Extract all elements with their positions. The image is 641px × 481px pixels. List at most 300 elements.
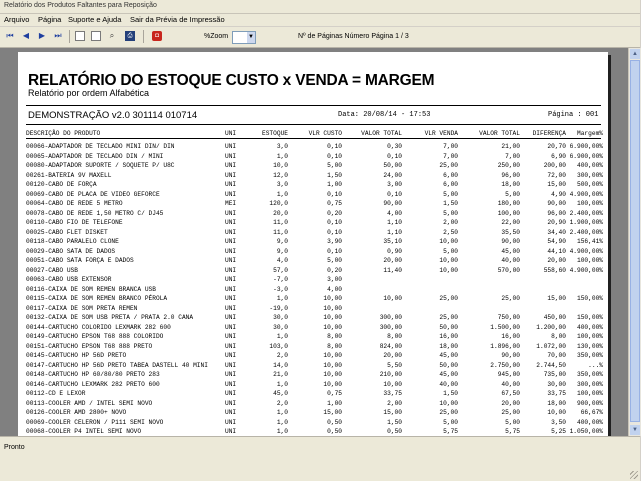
col-diferenca: DIFERENÇA bbox=[532, 130, 566, 137]
cell-valor-total-custo: 20,00 bbox=[383, 257, 402, 264]
cell-diferenca: 15,00 bbox=[547, 295, 566, 302]
cell-uni: UNI bbox=[225, 238, 237, 245]
menu-sair-previa[interactable]: Sair da Prévia de Impressão bbox=[130, 15, 225, 24]
cell-vlr-custo: 3,90 bbox=[327, 238, 342, 245]
cell-valor-total-custo: 2,00 bbox=[387, 399, 402, 407]
cell-valor-total-venda: 945,00 bbox=[497, 371, 520, 378]
cell-valor-total-custo: 90,00 bbox=[383, 200, 402, 207]
cell-valor-total-venda: 2.750,00 bbox=[490, 361, 520, 369]
cell-uni: UNI bbox=[225, 418, 237, 426]
report-page-number: Página : 001 bbox=[548, 111, 599, 119]
cell-uni: UNI bbox=[225, 276, 237, 283]
cell-uni: UNI bbox=[225, 190, 237, 198]
cell-uni: UNI bbox=[225, 257, 237, 264]
cell-estoque: 1,0 bbox=[276, 380, 288, 388]
cell-uni: UNI bbox=[225, 295, 237, 302]
cell-valor-total-custo: 1,10 bbox=[387, 228, 402, 236]
cell-estoque: 45,0 bbox=[273, 390, 288, 397]
cell-vlr-venda: 10,00 bbox=[439, 257, 458, 264]
cell-valor-total-custo: 8,00 bbox=[387, 333, 402, 340]
cell-vlr-custo: 4,00 bbox=[327, 285, 342, 293]
cell-estoque: 11,0 bbox=[273, 219, 288, 226]
cell-diferenca: 200,00 bbox=[543, 162, 566, 169]
cell-descricao: 00132-CAIXA DE SOM USB PRETA / PRATA 2.0 CANA bbox=[26, 314, 194, 321]
toolbar-separator bbox=[143, 30, 144, 43]
cell-estoque: 1,0 bbox=[276, 428, 288, 435]
cell-estoque: 2,0 bbox=[276, 399, 288, 407]
cell-margem: 100,00% bbox=[577, 200, 603, 207]
cell-diferenca: 1.200,00 bbox=[536, 323, 566, 331]
cell-margem: 6.900,00% bbox=[569, 152, 603, 160]
cell-estoque: 57,0 bbox=[273, 266, 288, 274]
cell-vlr-custo: 0,20 bbox=[327, 266, 342, 274]
cell-margem: 4.900,00% bbox=[569, 266, 603, 274]
col-valor-total-venda: VALOR TOTAL bbox=[479, 130, 520, 137]
cell-vlr-custo: 0,50 bbox=[327, 428, 342, 435]
cell-valor-total-custo: 10,00 bbox=[383, 295, 402, 302]
cell-valor-total-custo: 20,00 bbox=[383, 352, 402, 359]
cell-vlr-venda: 16,00 bbox=[439, 333, 458, 340]
cell-valor-total-venda: 750,00 bbox=[497, 314, 520, 321]
cell-vlr-venda: 1,50 bbox=[443, 200, 458, 207]
cell-vlr-custo: 1,00 bbox=[327, 399, 342, 407]
cell-vlr-custo: 0,10 bbox=[327, 247, 342, 255]
cell-descricao: 00025-CABO FLET DISKET bbox=[26, 228, 108, 236]
cell-vlr-custo: 0,10 bbox=[327, 143, 342, 150]
cell-valor-total-venda: 100,00 bbox=[497, 209, 520, 217]
cell-valor-total-venda: 25,00 bbox=[501, 295, 520, 302]
col-estoque: ESTOQUE bbox=[262, 130, 288, 137]
chevron-down-icon[interactable]: ▼ bbox=[247, 32, 255, 43]
cell-uni: UNI bbox=[225, 390, 237, 397]
cell-valor-total-venda: 5,00 bbox=[505, 190, 520, 198]
cell-estoque: 11,0 bbox=[273, 228, 288, 236]
cell-diferenca: 20,70 bbox=[547, 143, 566, 150]
cell-vlr-custo: 10,00 bbox=[323, 295, 342, 302]
cell-valor-total-venda: 40,00 bbox=[501, 380, 520, 388]
cell-valor-total-venda: 5,75 bbox=[505, 428, 520, 435]
report-subtitle: Relatório por ordem Alfabética bbox=[28, 88, 150, 98]
cell-margem: 2.400,00% bbox=[569, 209, 603, 217]
cell-estoque: 1,0 bbox=[276, 418, 288, 426]
cell-descricao: 00066-ADAPTADOR DE TECLADO MINI DIN/ DIN bbox=[26, 143, 175, 150]
cell-diferenca: 6,90 bbox=[551, 152, 566, 160]
toolbar bbox=[0, 27, 640, 48]
close-preview-icon[interactable]: ◘ bbox=[152, 31, 162, 41]
col-margem: Margem% bbox=[577, 130, 603, 137]
cell-descricao: 00112-CD E LEXOR bbox=[26, 390, 86, 397]
cell-estoque: 9,0 bbox=[276, 238, 288, 245]
cell-descricao: 00069-CABO DE PLACA DE VIDEO GEFORCE bbox=[26, 190, 160, 198]
cell-uni: UNI bbox=[225, 352, 237, 359]
cell-vlr-venda: 10,00 bbox=[439, 266, 458, 274]
cell-valor-total-venda: 90,00 bbox=[501, 238, 520, 245]
cell-margem: ...% bbox=[588, 361, 603, 369]
cell-valor-total-venda: 180,00 bbox=[497, 200, 520, 207]
cell-vlr-custo: 10,00 bbox=[323, 380, 342, 388]
scroll-down-icon[interactable]: ▼ bbox=[630, 425, 640, 435]
cell-vlr-custo: 0,10 bbox=[327, 190, 342, 198]
cell-descricao: 00065-ADAPTADOR DE TECLADO DIN / MINI bbox=[26, 152, 164, 160]
cell-vlr-venda: 5,00 bbox=[443, 209, 458, 217]
cell-margem: 150,00% bbox=[577, 295, 603, 302]
cell-vlr-venda: 5,00 bbox=[443, 247, 458, 255]
divider bbox=[26, 105, 601, 106]
cell-diferenca: 10,00 bbox=[547, 409, 566, 416]
print-icon[interactable]: ⎙ bbox=[125, 31, 135, 41]
cell-vlr-custo: 15,00 bbox=[323, 409, 342, 416]
col-descricao: DESCRIÇÃO DO PRODUTO bbox=[26, 130, 101, 137]
cell-margem: 66,67% bbox=[580, 409, 603, 416]
menu-pagina[interactable]: Página bbox=[38, 15, 62, 24]
cell-uni: UNI bbox=[225, 380, 237, 388]
cell-estoque: 3,0 bbox=[276, 143, 288, 150]
cell-uni: UNI bbox=[225, 152, 237, 160]
cell-uni: UNI bbox=[225, 219, 237, 226]
cell-vlr-venda: 7,00 bbox=[443, 143, 458, 150]
cell-valor-total-venda: 570,00 bbox=[497, 266, 520, 274]
cell-valor-total-venda: 45,00 bbox=[501, 247, 520, 255]
cell-valor-total-venda: 25,00 bbox=[501, 409, 520, 416]
cell-descricao: 00120-CABO DE FORÇA bbox=[26, 181, 97, 188]
cell-valor-total-venda: 1.500,00 bbox=[490, 323, 520, 331]
cell-margem: 4.900,00% bbox=[569, 190, 603, 198]
cell-estoque: -7,0 bbox=[273, 276, 288, 283]
menu-bar bbox=[0, 14, 640, 26]
cell-valor-total-venda: 67,50 bbox=[501, 390, 520, 397]
cell-margem: 1.900,00% bbox=[569, 219, 603, 226]
cell-diferenca: 20,00 bbox=[547, 257, 566, 264]
cell-descricao: 00064-CABO DE REDE 5 METRO bbox=[26, 200, 123, 207]
cell-valor-total-venda: 22,00 bbox=[501, 219, 520, 226]
demo-version: DEMONSTRAÇÃO v2.0 301114 010714 bbox=[28, 110, 198, 121]
cell-descricao: 00144-CARTUCHO COLORIDO LEXMARK 282 600 bbox=[26, 323, 171, 331]
cell-vlr-custo: 10,00 bbox=[323, 314, 342, 321]
cell-uni: UNI bbox=[225, 171, 237, 179]
cell-estoque: 30,0 bbox=[273, 314, 288, 321]
divider bbox=[26, 138, 601, 139]
cell-valor-total-custo: 11,40 bbox=[383, 266, 402, 274]
cell-vlr-venda: 10,00 bbox=[439, 399, 458, 407]
menu-suporte-ajuda[interactable]: Suporte e Ajuda bbox=[68, 15, 122, 24]
multi-page-view-icon[interactable] bbox=[91, 31, 101, 41]
cell-vlr-venda: 1,50 bbox=[443, 390, 458, 397]
cell-vlr-custo: 0,10 bbox=[327, 228, 342, 236]
cell-descricao: 00145-CARTUCHO HP 56D PRETO bbox=[26, 352, 127, 359]
cell-descricao: 00118-CABO PARALELO CLONE bbox=[26, 238, 119, 245]
cell-diferenca: 33,75 bbox=[547, 390, 566, 397]
cell-valor-total-venda: 5,00 bbox=[505, 418, 520, 426]
cell-vlr-custo: 1,50 bbox=[327, 171, 342, 179]
cell-estoque: 10,0 bbox=[273, 162, 288, 169]
cell-uni: UNI bbox=[225, 371, 237, 378]
cell-valor-total-venda: 20,00 bbox=[501, 399, 520, 407]
cell-estoque: 20,0 bbox=[273, 209, 288, 217]
cell-vlr-venda: 50,00 bbox=[439, 323, 458, 331]
cell-margem: 500,00% bbox=[577, 181, 603, 188]
cell-vlr-venda: 10,00 bbox=[439, 238, 458, 245]
cell-descricao: 00151-CARTUCHO EPSON T68 888 PRETO bbox=[26, 342, 153, 350]
next-page-icon[interactable]: ▶ bbox=[38, 31, 46, 40]
toolbar-separator bbox=[69, 30, 70, 43]
cell-vlr-custo: 8,00 bbox=[327, 342, 342, 350]
page-count-info: Nº de Páginas Número Página 1 / 3 bbox=[298, 33, 409, 40]
cell-uni: UNI bbox=[225, 333, 237, 340]
cell-valor-total-custo: 0,90 bbox=[387, 247, 402, 255]
cell-valor-total-venda: 18,00 bbox=[501, 181, 520, 188]
cell-vlr-custo: 10,00 bbox=[323, 352, 342, 359]
cell-uni: MEI bbox=[225, 200, 237, 207]
cell-diferenca: 20,90 bbox=[547, 219, 566, 226]
report-title: RELATÓRIO DO ESTOQUE CUSTO x VENDA = MARGEM bbox=[28, 72, 435, 89]
cell-vlr-custo: 0,75 bbox=[327, 200, 342, 207]
cell-margem: 400,00% bbox=[577, 418, 603, 426]
cell-descricao: 00113-COOLER AMD / INTEL SEMI NOVO bbox=[26, 399, 153, 407]
cell-vlr-venda: 25,00 bbox=[439, 295, 458, 302]
menu-arquivo[interactable]: Arquivo bbox=[4, 15, 30, 24]
cell-uni: UNI bbox=[225, 162, 237, 169]
cell-diferenca: 8,00 bbox=[551, 333, 566, 340]
cell-margem: 400,00% bbox=[577, 323, 603, 331]
cell-valor-total-custo: 300,00 bbox=[379, 314, 402, 321]
cell-vlr-custo: 5,00 bbox=[327, 162, 342, 169]
cell-margem: 300,00% bbox=[577, 380, 603, 388]
cell-margem: 2.400,00% bbox=[569, 228, 603, 236]
cell-vlr-custo: 0,10 bbox=[327, 152, 342, 160]
cell-descricao: 00080-ADAPTADOR SUPORTE / SOQUETE P/ U8C bbox=[26, 162, 175, 169]
cell-estoque: 120,0 bbox=[269, 200, 288, 207]
cell-valor-total-custo: 10,00 bbox=[383, 380, 402, 388]
cell-vlr-venda: 2,00 bbox=[443, 219, 458, 226]
cell-valor-total-custo: 5,50 bbox=[387, 361, 402, 369]
cell-vlr-custo: 10,00 bbox=[323, 371, 342, 378]
cell-estoque: -19,0 bbox=[269, 304, 288, 312]
cell-estoque: 3,0 bbox=[276, 181, 288, 188]
cell-estoque: 1,0 bbox=[276, 409, 288, 416]
cell-margem: 100,00% bbox=[577, 390, 603, 397]
cell-valor-total-venda: 96,00 bbox=[501, 171, 520, 179]
search-icon[interactable]: ⌕ bbox=[109, 31, 115, 40]
cell-uni: UNI bbox=[225, 143, 237, 150]
cell-estoque: 9,0 bbox=[276, 247, 288, 255]
cell-estoque: 4,0 bbox=[276, 257, 288, 264]
cell-diferenca: 15,00 bbox=[547, 181, 566, 188]
cell-vlr-venda: 5,00 bbox=[443, 418, 458, 426]
cell-estoque: 14,0 bbox=[273, 361, 288, 369]
cell-vlr-venda: 45,00 bbox=[439, 371, 458, 378]
cell-vlr-venda: 5,00 bbox=[443, 190, 458, 198]
cell-margem: 900,00% bbox=[577, 399, 603, 407]
cell-diferenca: 18,00 bbox=[547, 399, 566, 407]
cell-uni: UNI bbox=[225, 314, 237, 321]
report-date: Data: 20/08/14 - 17:53 bbox=[338, 111, 431, 119]
cell-margem: 130,00% bbox=[577, 342, 603, 350]
cell-diferenca: 70,00 bbox=[547, 352, 566, 359]
cell-estoque: -3,0 bbox=[273, 285, 288, 293]
cell-margem: 6.900,00% bbox=[569, 143, 603, 150]
cell-vlr-venda: 6,00 bbox=[443, 171, 458, 179]
scroll-thumb[interactable] bbox=[630, 60, 640, 422]
cell-valor-total-custo: 24,00 bbox=[383, 171, 402, 179]
title-bar bbox=[0, 0, 640, 14]
cell-margem: 100,00% bbox=[577, 333, 603, 340]
cell-descricao: 00069-COOLER CELERON / P111 SEMI NOVO bbox=[26, 418, 164, 426]
cell-valor-total-custo: 210,00 bbox=[379, 371, 402, 378]
cell-valor-total-venda: 21,00 bbox=[501, 143, 520, 150]
cell-valor-total-custo: 1,10 bbox=[387, 219, 402, 226]
cell-vlr-custo: 5,00 bbox=[327, 257, 342, 264]
cell-uni: UNI bbox=[225, 285, 237, 293]
cell-estoque: 21,0 bbox=[273, 371, 288, 378]
cell-vlr-venda: 7,00 bbox=[443, 152, 458, 160]
cell-margem: 4.900,00% bbox=[569, 247, 603, 255]
cell-estoque: 30,0 bbox=[273, 323, 288, 331]
cell-diferenca: 96,00 bbox=[547, 209, 566, 217]
cell-descricao: 00149-CARTUCHO EPSON T68 888 COLORIDO bbox=[26, 333, 164, 340]
cell-valor-total-venda: 90,00 bbox=[501, 352, 520, 359]
cell-vlr-venda: 2,50 bbox=[443, 228, 458, 236]
cell-diferenca: 2.744,50 bbox=[536, 361, 566, 369]
cell-vlr-venda: 45,00 bbox=[439, 352, 458, 359]
cell-margem: 150,00% bbox=[577, 314, 603, 321]
cell-margem: 1.050,00% bbox=[569, 428, 603, 435]
cell-uni: UNI bbox=[225, 342, 237, 350]
cell-uni: UNI bbox=[225, 181, 237, 188]
cell-vlr-venda: 25,00 bbox=[439, 314, 458, 321]
cell-vlr-venda: 5,75 bbox=[443, 428, 458, 435]
cell-descricao: 00117-CAIXA DE SOM PRETA REMEN bbox=[26, 304, 138, 312]
cell-vlr-venda: 18,00 bbox=[439, 342, 458, 350]
cell-vlr-custo: 10,00 bbox=[323, 304, 342, 312]
cell-diferenca: 90,00 bbox=[547, 200, 566, 207]
cell-descricao: 00261-BATERIA 9V MAXELL bbox=[26, 171, 112, 179]
cell-diferenca: 30,00 bbox=[547, 380, 566, 388]
cell-diferenca: 4,90 bbox=[551, 190, 566, 198]
cell-uni: UNI bbox=[225, 409, 237, 416]
cell-estoque: 1,0 bbox=[276, 333, 288, 340]
cell-uni: UNI bbox=[225, 266, 237, 274]
col-vlr-venda: VLR VENDA bbox=[424, 130, 458, 137]
divider bbox=[26, 124, 601, 125]
cell-diferenca: 735,00 bbox=[543, 371, 566, 378]
cell-descricao: 00115-CAIXA DE SOM REMEN BRANCO PÉROLA bbox=[26, 295, 168, 302]
cell-vlr-venda: 25,00 bbox=[439, 409, 458, 416]
cell-margem: 300,00% bbox=[577, 171, 603, 179]
cell-descricao: 00110-CABO FIO DE TELEFONE bbox=[26, 219, 123, 226]
cell-descricao: 00147-CARTUCHO HP 56D PRETO TABEA DASTELL 40 MINI bbox=[26, 361, 208, 369]
cell-estoque: 1,0 bbox=[276, 152, 288, 160]
last-page-icon[interactable]: ⏭ bbox=[54, 31, 62, 40]
cell-diferenca: 44,10 bbox=[547, 247, 566, 255]
cell-margem: 400,00% bbox=[577, 162, 603, 169]
cell-uni: UNI bbox=[225, 228, 237, 236]
vertical-scrollbar[interactable] bbox=[628, 48, 641, 436]
cell-diferenca: 54,90 bbox=[547, 238, 566, 245]
cell-vlr-custo: 1,00 bbox=[327, 181, 342, 188]
cell-vlr-venda: 50,00 bbox=[439, 361, 458, 369]
status-bar bbox=[0, 436, 640, 481]
cell-vlr-custo: 8,00 bbox=[327, 333, 342, 340]
cell-valor-total-custo: 3,00 bbox=[387, 181, 402, 188]
cell-valor-total-custo: 1,50 bbox=[387, 418, 402, 426]
cell-estoque: 1,0 bbox=[276, 190, 288, 198]
cell-valor-total-venda: 35,50 bbox=[501, 228, 520, 236]
preview-area[interactable] bbox=[0, 48, 628, 436]
cell-valor-total-venda: 7,00 bbox=[505, 152, 520, 160]
previous-page-icon[interactable]: ◀ bbox=[22, 31, 30, 40]
cell-vlr-custo: 0,50 bbox=[327, 418, 342, 426]
cell-valor-total-custo: 0,10 bbox=[387, 190, 402, 198]
cell-diferenca: 558,60 bbox=[543, 266, 566, 274]
cell-valor-total-custo: 4,00 bbox=[387, 209, 402, 217]
cell-vlr-custo: 3,00 bbox=[327, 276, 342, 283]
cell-valor-total-custo: 0,10 bbox=[387, 152, 402, 160]
cell-estoque: 1,0 bbox=[276, 295, 288, 302]
cell-descricao: 00116-CAIXA DE SOM REMEN BRANCA USB bbox=[26, 285, 156, 293]
cell-valor-total-custo: 50,00 bbox=[383, 162, 402, 169]
zoom-select[interactable] bbox=[232, 31, 256, 44]
cell-diferenca: 5,25 bbox=[551, 428, 566, 435]
cell-uni: UNI bbox=[225, 428, 237, 435]
cell-valor-total-venda: 16,00 bbox=[501, 333, 520, 340]
cell-vlr-custo: 0,20 bbox=[327, 209, 342, 217]
cell-diferenca: 34,40 bbox=[547, 228, 566, 236]
cell-valor-total-custo: 824,00 bbox=[379, 342, 402, 350]
cell-vlr-venda: 40,00 bbox=[439, 380, 458, 388]
single-page-view-icon[interactable] bbox=[75, 31, 85, 41]
col-valor-total-custo: VALOR TOTAL bbox=[361, 130, 402, 137]
cell-estoque: 12,0 bbox=[273, 171, 288, 179]
cell-vlr-venda: 6,00 bbox=[443, 181, 458, 188]
cell-diferenca: 1.072,00 bbox=[536, 342, 566, 350]
first-page-icon[interactable]: ⏮ bbox=[6, 31, 14, 40]
cell-estoque: 103,0 bbox=[269, 342, 288, 350]
cell-diferenca: 3,50 bbox=[551, 418, 566, 426]
resize-grip-icon[interactable] bbox=[630, 471, 638, 479]
scroll-up-icon[interactable]: ▲ bbox=[630, 49, 640, 59]
cell-valor-total-custo: 0,50 bbox=[387, 428, 402, 435]
cell-valor-total-custo: 35,10 bbox=[383, 238, 402, 245]
cell-descricao: 00078-CABO DE REDE 1,50 METRO C/ DJ45 bbox=[26, 209, 164, 217]
cell-uni: UNI bbox=[225, 209, 237, 217]
cell-descricao: 00027-CABO USB bbox=[26, 266, 78, 274]
cell-valor-total-custo: 0,30 bbox=[387, 143, 402, 150]
status-text: Pronto bbox=[4, 444, 25, 451]
cell-vlr-custo: 10,00 bbox=[323, 361, 342, 369]
col-uni: UNI bbox=[225, 130, 237, 137]
cell-valor-total-venda: 250,00 bbox=[497, 162, 520, 169]
cell-valor-total-venda: 1.896,00 bbox=[490, 342, 520, 350]
cell-diferenca: 450,00 bbox=[543, 314, 566, 321]
cell-vlr-venda: 25,00 bbox=[439, 162, 458, 169]
cell-valor-total-custo: 33,75 bbox=[383, 390, 402, 397]
cell-descricao: 00029-CABO SATA DE DADOS bbox=[26, 247, 116, 255]
cell-uni: UNI bbox=[225, 361, 237, 369]
cell-descricao: 00126-COOLER AMD 2800+ NOVO bbox=[26, 409, 127, 416]
cell-descricao: 00063-CABO USB EXTENSOR bbox=[26, 276, 112, 283]
cell-margem: 156,41% bbox=[577, 238, 603, 245]
cell-diferenca: 72,00 bbox=[547, 171, 566, 179]
cell-uni: UNI bbox=[225, 399, 237, 407]
cell-descricao: 00146-CARTUCHO LEXMARK 282 PRETO 600 bbox=[26, 380, 160, 388]
cell-estoque: 2,0 bbox=[276, 352, 288, 359]
cell-vlr-custo: 0,10 bbox=[327, 219, 342, 226]
zoom-label: %Zoom bbox=[204, 33, 229, 40]
cell-descricao: 00068-COOLER P4 INTEL SEMI NOVO bbox=[26, 428, 142, 435]
cell-uni: UNI bbox=[225, 247, 237, 255]
report-page bbox=[18, 52, 608, 462]
cell-valor-total-custo: 300,00 bbox=[379, 323, 402, 331]
